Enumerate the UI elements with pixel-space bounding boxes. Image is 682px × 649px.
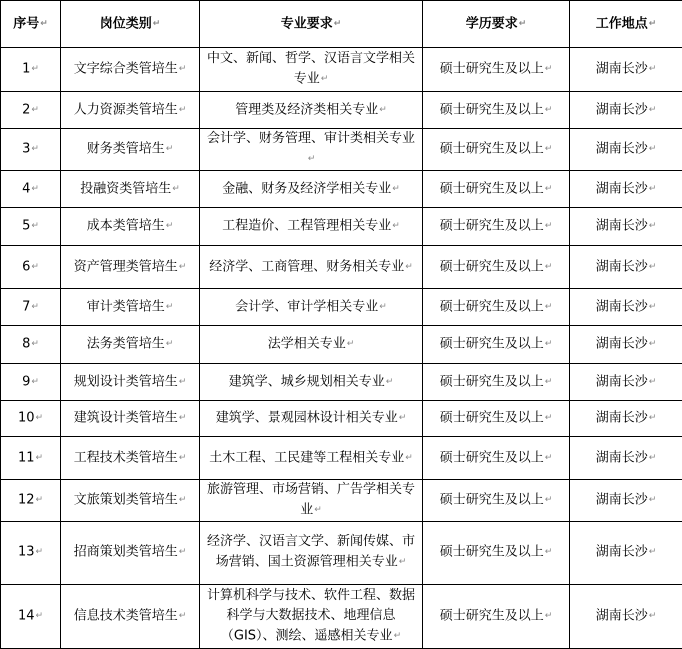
- row-category: 文旅策划类管培生↵: [61, 480, 200, 522]
- row-index: 5↵: [1, 208, 61, 246]
- table-row: [1, 289, 682, 326]
- row-education: 硕士研究生及以上↵: [423, 48, 570, 92]
- table-row: [1, 521, 682, 584]
- table-row: [1, 364, 682, 401]
- row-category: 审计类管培生↵: [61, 289, 200, 326]
- row-location: 湖南长沙↵: [570, 480, 682, 522]
- row-location: 湖南长沙↵: [570, 171, 682, 208]
- row-index: 8↵: [1, 326, 61, 364]
- row-major: 土木工程、工民建等工程相关专业↵: [200, 437, 423, 480]
- row-education: 硕士研究生及以上↵: [423, 584, 570, 648]
- row-location: 湖南长沙↵: [570, 401, 682, 437]
- row-category: 法务类管培生↵: [61, 326, 200, 364]
- table-row: [1, 171, 682, 208]
- row-index: 13↵: [1, 521, 61, 584]
- row-location: 湖南长沙↵: [570, 208, 682, 246]
- row-category: 投融资类管培生↵: [61, 171, 200, 208]
- row-major: 经济学、汉语言文学、新闻传媒、市场营销、国土资源管理相关专业↵: [200, 521, 423, 584]
- row-major: 建筑学、城乡规划相关专业↵: [200, 364, 423, 401]
- row-location: 湖南长沙↵: [570, 289, 682, 326]
- row-category: 招商策划类管培生↵: [61, 521, 200, 584]
- row-location: 湖南长沙↵: [570, 584, 682, 648]
- row-location: 湖南长沙↵: [570, 92, 682, 129]
- row-index: 1↵: [1, 48, 61, 92]
- row-index: 9↵: [1, 364, 61, 401]
- row-index: 7↵: [1, 289, 61, 326]
- row-major: 管理类及经济类相关专业↵: [200, 92, 423, 129]
- table-row: [1, 208, 682, 246]
- header-location: 工作地点↵: [570, 1, 682, 48]
- table-row: [1, 92, 682, 129]
- row-category: 财务类管培生↵: [61, 129, 200, 171]
- row-index: 14↵: [1, 584, 61, 648]
- header-category: 岗位类别↵: [61, 1, 200, 48]
- row-location: 湖南长沙↵: [570, 246, 682, 289]
- header-education: 学历要求↵: [423, 1, 570, 48]
- row-category: 建筑设计类管培生↵: [61, 401, 200, 437]
- row-major: 中文、新闻、哲学、汉语言文学相关专业↵: [200, 48, 423, 92]
- row-category: 人力资源类管培生↵: [61, 92, 200, 129]
- row-category: 资产管理类管培生↵: [61, 246, 200, 289]
- row-major: 经济学、工商管理、财务相关专业↵: [200, 246, 423, 289]
- row-education: 硕士研究生及以上↵: [423, 480, 570, 522]
- row-index: 3↵: [1, 129, 61, 171]
- row-location: 湖南长沙↵: [570, 48, 682, 92]
- table-row: [1, 129, 682, 171]
- table-row: [1, 246, 682, 289]
- row-location: 湖南长沙↵: [570, 521, 682, 584]
- header-index: 序号↵: [1, 1, 61, 48]
- table-row: [1, 48, 682, 92]
- row-education: 硕士研究生及以上↵: [423, 246, 570, 289]
- row-major: 会计学、财务管理、审计类相关专业↵: [200, 129, 423, 171]
- row-education: 硕士研究生及以上↵: [423, 92, 570, 129]
- row-major: 工程造价、工程管理相关专业↵: [200, 208, 423, 246]
- row-education: 硕士研究生及以上↵: [423, 401, 570, 437]
- row-category: 文字综合类管培生↵: [61, 48, 200, 92]
- row-education: 硕士研究生及以上↵: [423, 521, 570, 584]
- row-index: 4↵: [1, 171, 61, 208]
- row-category: 信息技术类管培生↵: [61, 584, 200, 648]
- header-row: [1, 1, 682, 48]
- row-major: 金融、财务及经济学相关专业↵: [200, 171, 423, 208]
- row-education: 硕士研究生及以上↵: [423, 208, 570, 246]
- row-education: 硕士研究生及以上↵: [423, 437, 570, 480]
- row-location: 湖南长沙↵: [570, 437, 682, 480]
- row-index: 10↵: [1, 401, 61, 437]
- row-index: 12↵: [1, 480, 61, 522]
- row-education: 硕士研究生及以上↵: [423, 129, 570, 171]
- row-category: 规划设计类管培生↵: [61, 364, 200, 401]
- row-major: 会计学、审计学相关专业↵: [200, 289, 423, 326]
- table-row: [1, 437, 682, 480]
- row-index: 6↵: [1, 246, 61, 289]
- row-major: 计算机科学与技术、软件工程、数据科学与大数据技术、地理信息（GIS）、测绘、遥感相关专业↵: [200, 584, 423, 648]
- table-row: [1, 480, 682, 522]
- row-education: 硕士研究生及以上↵: [423, 364, 570, 401]
- row-category: 工程技术类管培生↵: [61, 437, 200, 480]
- table-row: [1, 326, 682, 364]
- row-index: 11↵: [1, 437, 61, 480]
- row-location: 湖南长沙↵: [570, 326, 682, 364]
- row-education: 硕士研究生及以上↵: [423, 326, 570, 364]
- row-index: 2↵: [1, 92, 61, 129]
- row-location: 湖南长沙↵: [570, 364, 682, 401]
- row-category: 成本类管培生↵: [61, 208, 200, 246]
- row-major: 旅游管理、市场营销、广告学相关专业↵: [200, 480, 423, 522]
- row-education: 硕士研究生及以上↵: [423, 289, 570, 326]
- table-row: [1, 401, 682, 437]
- table-row: [1, 584, 682, 648]
- row-education: 硕士研究生及以上↵: [423, 171, 570, 208]
- row-major: 法学相关专业↵: [200, 326, 423, 364]
- row-location: 湖南长沙↵: [570, 129, 682, 171]
- header-major: 专业要求↵: [200, 1, 423, 48]
- row-major: 建筑学、景观园林设计相关专业↵: [200, 401, 423, 437]
